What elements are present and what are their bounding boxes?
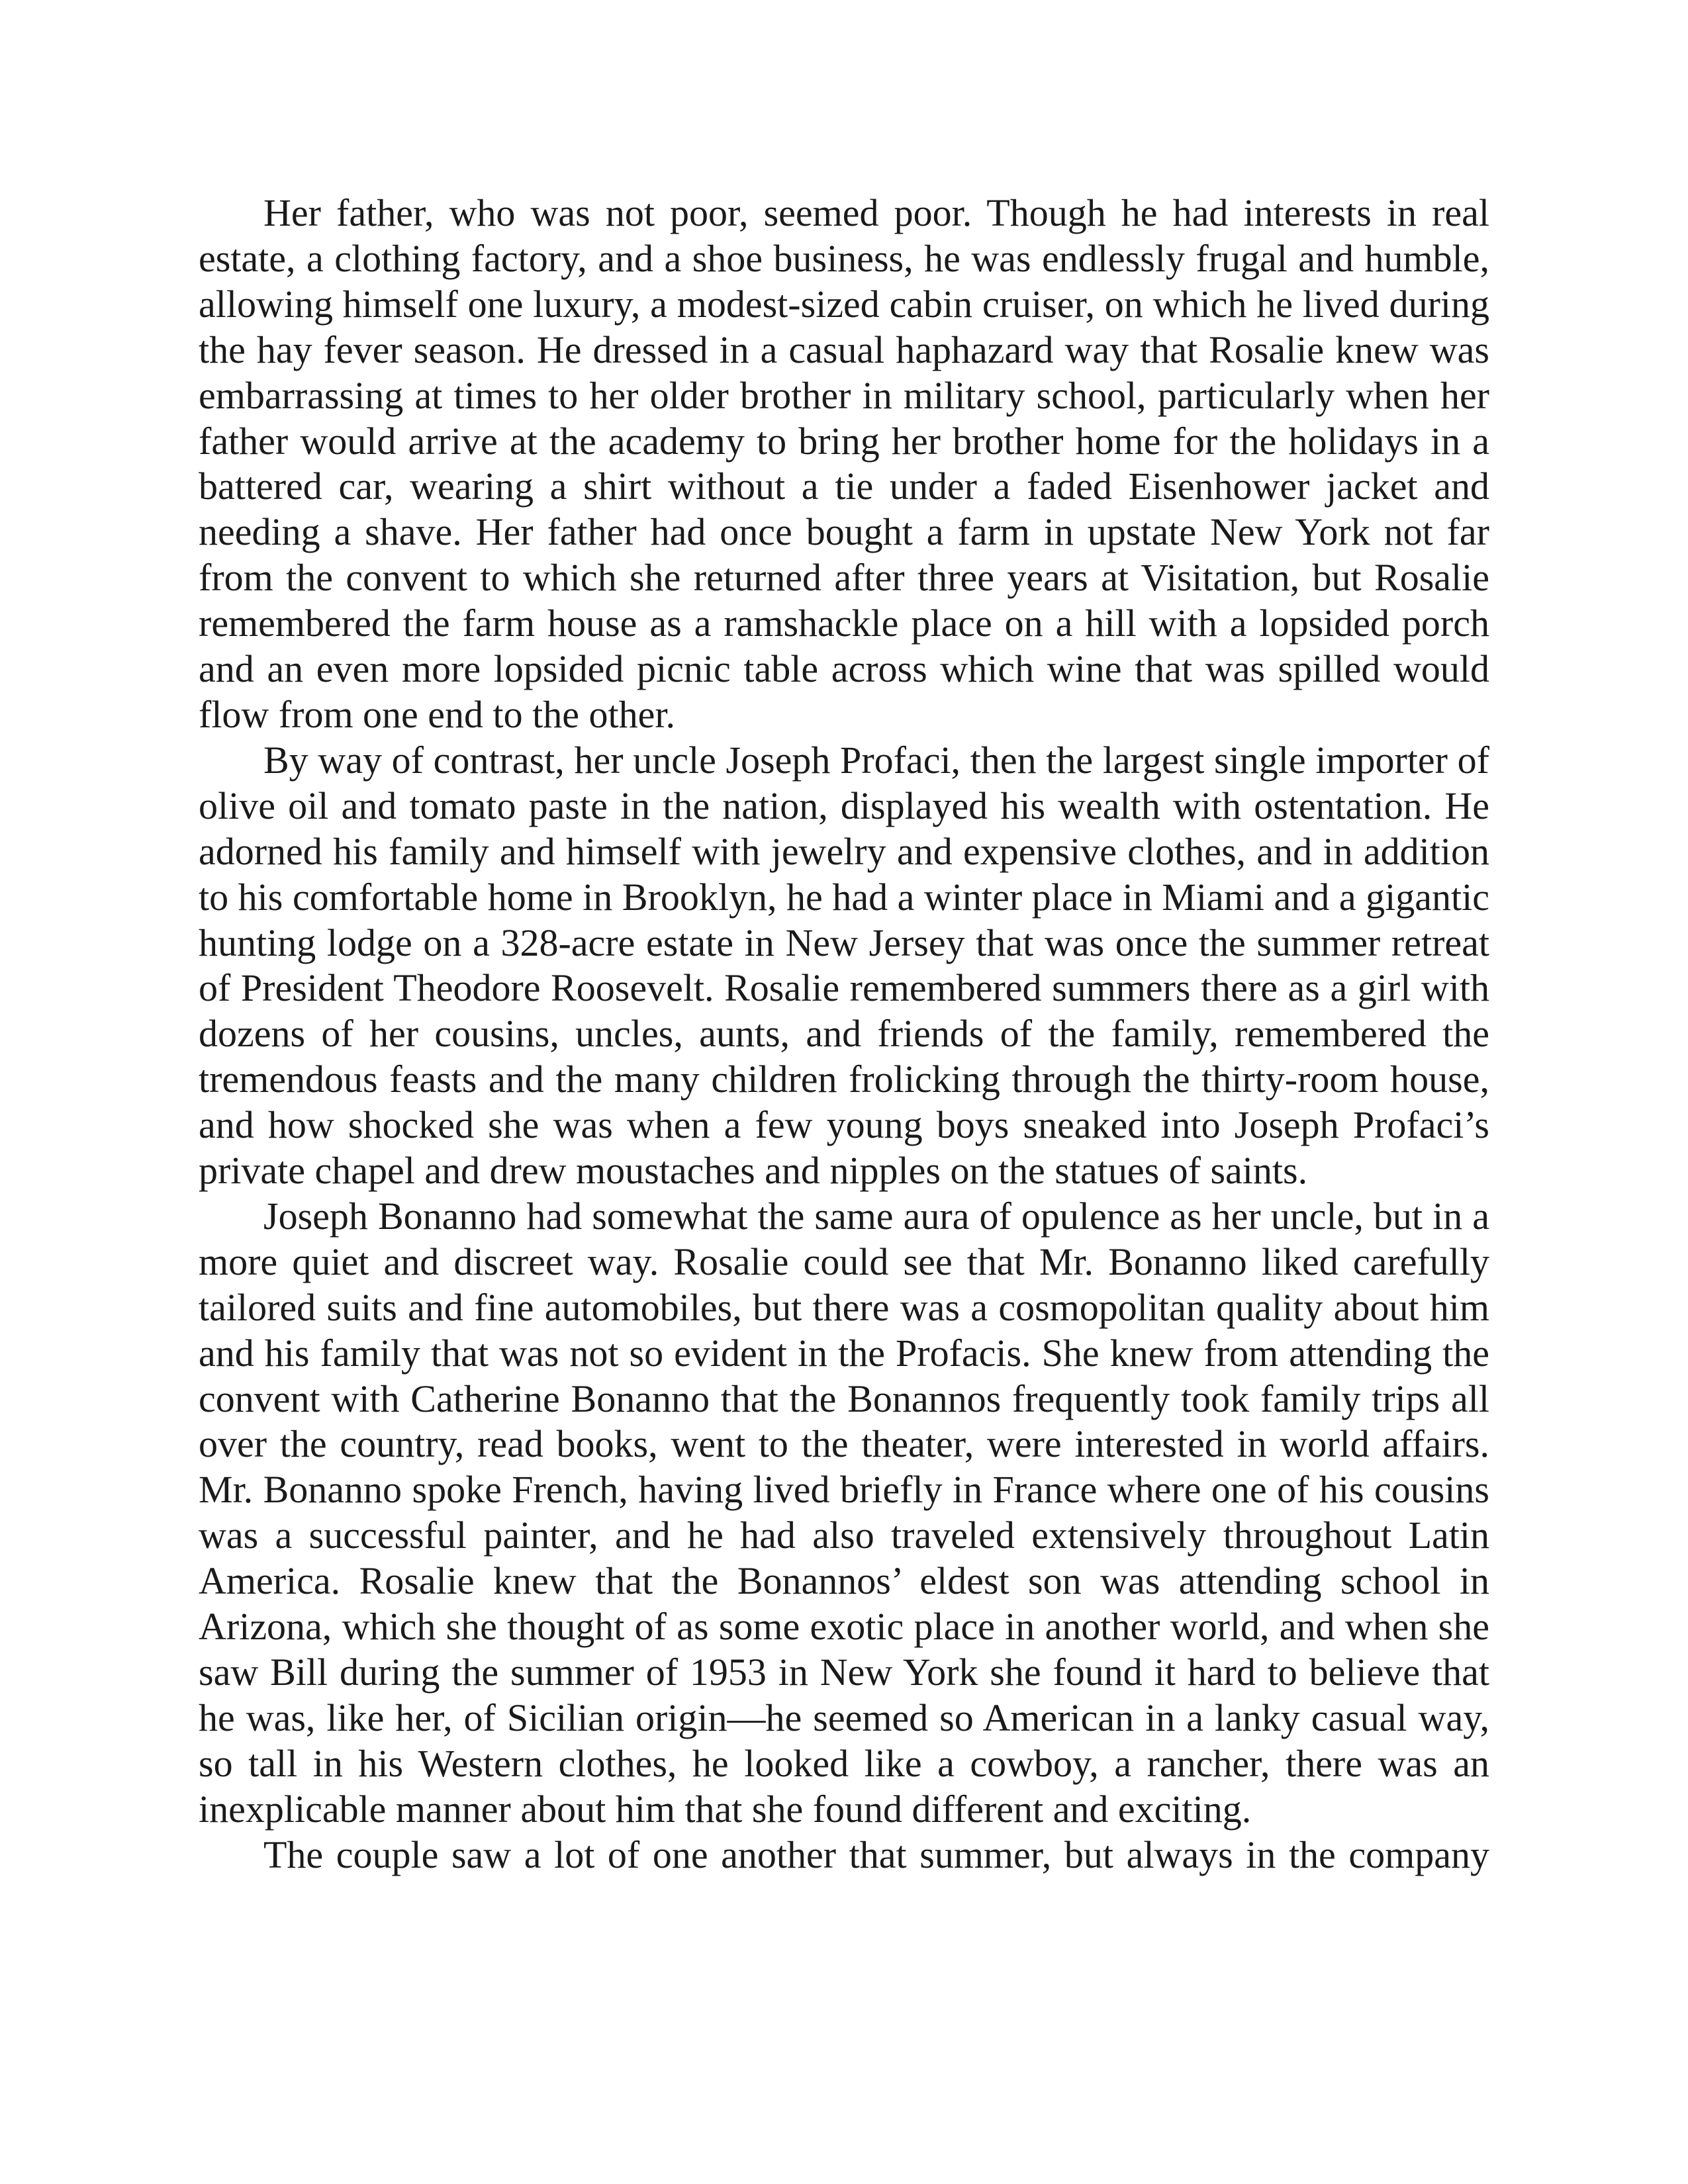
paragraph-1: Her father, who was not poor, seemed poor. Though he had interests in real estate, a clothing factory, and a shoe business, he was endlessly frugal and humble, allowing himself one luxury, a modest-sized cabin cruiser, on which he lived during the hay fever season. He dressed in a casual haphazard way that Rosalie knew was embarrassing at times to her older brother in military school, particularly when her father would arrive at the academy to bring her brother home for the holidays in a battered car, wearing a shirt without a tie under a faded Eisenhower jacket and needing a shave. Her father had once bought a farm in upstate New York not far from the convent to which she returned after three years at Visitation, but Rosalie remembered the farm house as a ramshackle place on a hill with a lopsided porch and an even more lopsided picnic table across which wine that was spilled would flow from one end to the other. xyxy=(199,191,1489,736)
page-body xyxy=(199,191,1489,1878)
paragraph-2: By way of contrast, her uncle Joseph Profaci, then the largest single importer of olive oil and tomato paste in the nation, displayed his wealth with ostentation. He adorned his family and himself with jewelry and expensive clothes, and in addition to his comfortable home in Brooklyn, he had a winter place in Miami and a gigantic hunting lodge on a 328-acre estate in New Jersey that was once the summer retreat of President Theodore Roosevelt. Rosalie remembered summers there as a girl with dozens of her cousins, uncles, aunts, and friends of the family, remembered the tremendous feasts and the many children frolicking through the thirty-room house, and how shocked she was when a few young boys sneaked into Joseph Profaci’s private chapel and drew moustaches and nipples on the statues of saints. xyxy=(199,738,1489,1193)
paragraph-4: The couple saw a lot of one another that summer, but always in the company xyxy=(263,1833,1489,1876)
paragraph-3: Joseph Bonanno had somewhat the same aura of opulence as her uncle, but in a more quiet and discreet way. Rosalie could see that Mr. Bonanno liked carefully tailored suits and fine automobiles, but there was a cosmopolitan quality about him and his family that was not so evident in the Profacis. She knew from attending the convent with Catherine Bonanno that the Bonannos frequently took family trips all over the country, read books, went to the theater, were interested in world affairs. Mr. Bonanno spoke French, having lived briefly in France where one of his cousins was a successful painter, and he had also traveled extensively throughout Latin America. Rosalie knew that the Bonannos’ eldest son was attending school in Arizona, which she thought of as some exotic place in another world, and when she saw Bill during the summer of 1953 in New York she found it hard to believe that he was, like her, of Sicilian origin—he seemed so American in a lanky casual way, so tall in his Western clothes, he looked like a cowboy, a rancher, there was an inexplicable manner about him that she found different and exciting. xyxy=(199,1194,1489,1831)
